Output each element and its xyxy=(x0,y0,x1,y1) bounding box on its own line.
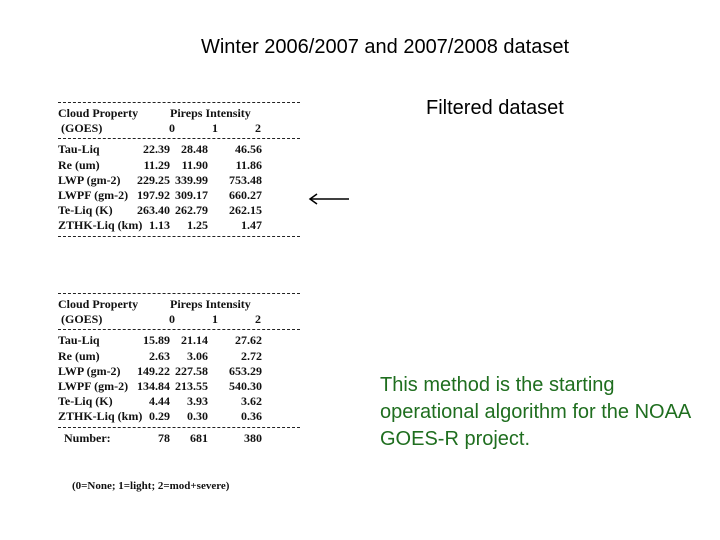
value-cell: 229.25 xyxy=(137,172,170,187)
property-cell: Re (um) xyxy=(58,157,100,172)
table-row xyxy=(58,409,300,424)
table-row xyxy=(58,394,300,409)
value-cell: 11.86 xyxy=(235,157,262,172)
count-value: 78 xyxy=(158,430,170,445)
column-group-header: Pireps Intensity xyxy=(170,297,251,311)
table-header-row xyxy=(58,106,300,121)
table-rule xyxy=(58,138,300,139)
count-value: 681 xyxy=(190,430,208,445)
value-cell: 0.30 xyxy=(187,409,208,424)
value-cell: 28.48 xyxy=(181,142,208,157)
column-header-source: (GOES) xyxy=(61,312,103,327)
table-row xyxy=(58,188,300,203)
table-rule xyxy=(58,329,300,330)
table-header-row xyxy=(58,121,300,136)
table-rule xyxy=(58,102,300,103)
table-row xyxy=(58,173,300,188)
property-cell: Tau-Liq xyxy=(58,333,100,348)
value-cell: 2.63 xyxy=(149,348,170,363)
property-cell: LWP (gm-2) xyxy=(58,363,121,378)
table-header-row xyxy=(58,312,300,327)
slide-title: Winter 2006/2007 and 2007/2008 dataset xyxy=(200,36,570,58)
value-cell: 3.93 xyxy=(187,394,208,409)
table-row xyxy=(58,142,300,157)
top-stats-table xyxy=(58,100,300,240)
level-header: 2 xyxy=(255,312,261,327)
property-cell: ZTHK-Liq (km) xyxy=(58,409,143,424)
value-cell: 3.06 xyxy=(187,348,208,363)
property-cell: Te-Liq (K) xyxy=(58,394,113,409)
value-cell: 540.30 xyxy=(229,378,262,393)
value-cell: 15.89 xyxy=(143,333,170,348)
level-header: 0 xyxy=(169,312,175,327)
value-cell: 1.47 xyxy=(241,218,262,233)
table-row xyxy=(58,364,300,379)
value-cell: 262.15 xyxy=(229,203,262,218)
value-cell: 11.29 xyxy=(143,157,170,172)
value-cell: 262.79 xyxy=(175,203,208,218)
value-cell: 653.29 xyxy=(229,363,262,378)
property-cell: Te-Liq (K) xyxy=(58,203,113,218)
column-group-header: Pireps Intensity xyxy=(170,106,251,120)
value-cell: 46.56 xyxy=(235,142,262,157)
value-cell: 4.44 xyxy=(149,394,170,409)
property-cell: LWPF (gm-2) xyxy=(58,378,129,393)
intensity-legend: (0=None; 1=light; 2=mod+severe) xyxy=(72,480,230,492)
value-cell: 213.55 xyxy=(175,378,208,393)
property-cell: ZTHK-Liq (km) xyxy=(58,218,143,233)
table-row xyxy=(58,379,300,394)
value-cell: 227.58 xyxy=(175,363,208,378)
level-header: 0 xyxy=(169,121,175,136)
value-cell: 21.14 xyxy=(181,333,208,348)
table-row xyxy=(58,203,300,218)
value-cell: 1.13 xyxy=(149,218,170,233)
property-cell: Re (um) xyxy=(58,348,100,363)
value-cell: 0.29 xyxy=(149,409,170,424)
value-cell: 263.40 xyxy=(137,203,170,218)
table-row xyxy=(58,218,300,233)
property-cell: LWP (gm-2) xyxy=(58,172,121,187)
table-row xyxy=(58,158,300,173)
column-header-property: Cloud Property xyxy=(58,106,139,120)
level-header: 1 xyxy=(212,312,218,327)
table-row xyxy=(58,333,300,348)
method-note: This method is the starting operational algorithm for the NOAA GOES-R project. xyxy=(380,374,691,450)
value-cell: 660.27 xyxy=(229,187,262,202)
table-rule xyxy=(58,427,300,428)
value-cell: 753.48 xyxy=(229,172,262,187)
level-header: 1 xyxy=(212,121,218,136)
left-arrow-icon xyxy=(306,191,350,207)
table-rule xyxy=(58,236,300,237)
value-cell: 2.72 xyxy=(241,348,262,363)
table-header-row xyxy=(58,297,300,312)
value-cell: 3.62 xyxy=(241,394,262,409)
value-cell: 309.17 xyxy=(175,187,208,202)
value-cell: 27.62 xyxy=(235,333,262,348)
value-cell: 11.90 xyxy=(181,157,208,172)
property-cell: LWPF (gm-2) xyxy=(58,187,129,202)
value-cell: 22.39 xyxy=(143,142,170,157)
value-cell: 149.22 xyxy=(137,363,170,378)
count-value: 380 xyxy=(244,430,262,445)
bottom-stats-table xyxy=(58,291,300,446)
value-cell: 1.25 xyxy=(187,218,208,233)
column-header-source: (GOES) xyxy=(61,121,103,136)
value-cell: 339.99 xyxy=(175,172,208,187)
property-cell: Tau-Liq xyxy=(58,142,100,157)
value-cell: 197.92 xyxy=(137,187,170,202)
table-rule xyxy=(58,293,300,294)
count-label: Number: xyxy=(64,430,111,445)
column-header-property: Cloud Property xyxy=(58,297,139,311)
value-cell: 0.36 xyxy=(241,409,262,424)
filtered-dataset-label: Filtered dataset xyxy=(426,97,564,119)
level-header: 2 xyxy=(255,121,261,136)
value-cell: 134.84 xyxy=(137,378,170,393)
table-row xyxy=(58,349,300,364)
count-row xyxy=(58,431,300,446)
